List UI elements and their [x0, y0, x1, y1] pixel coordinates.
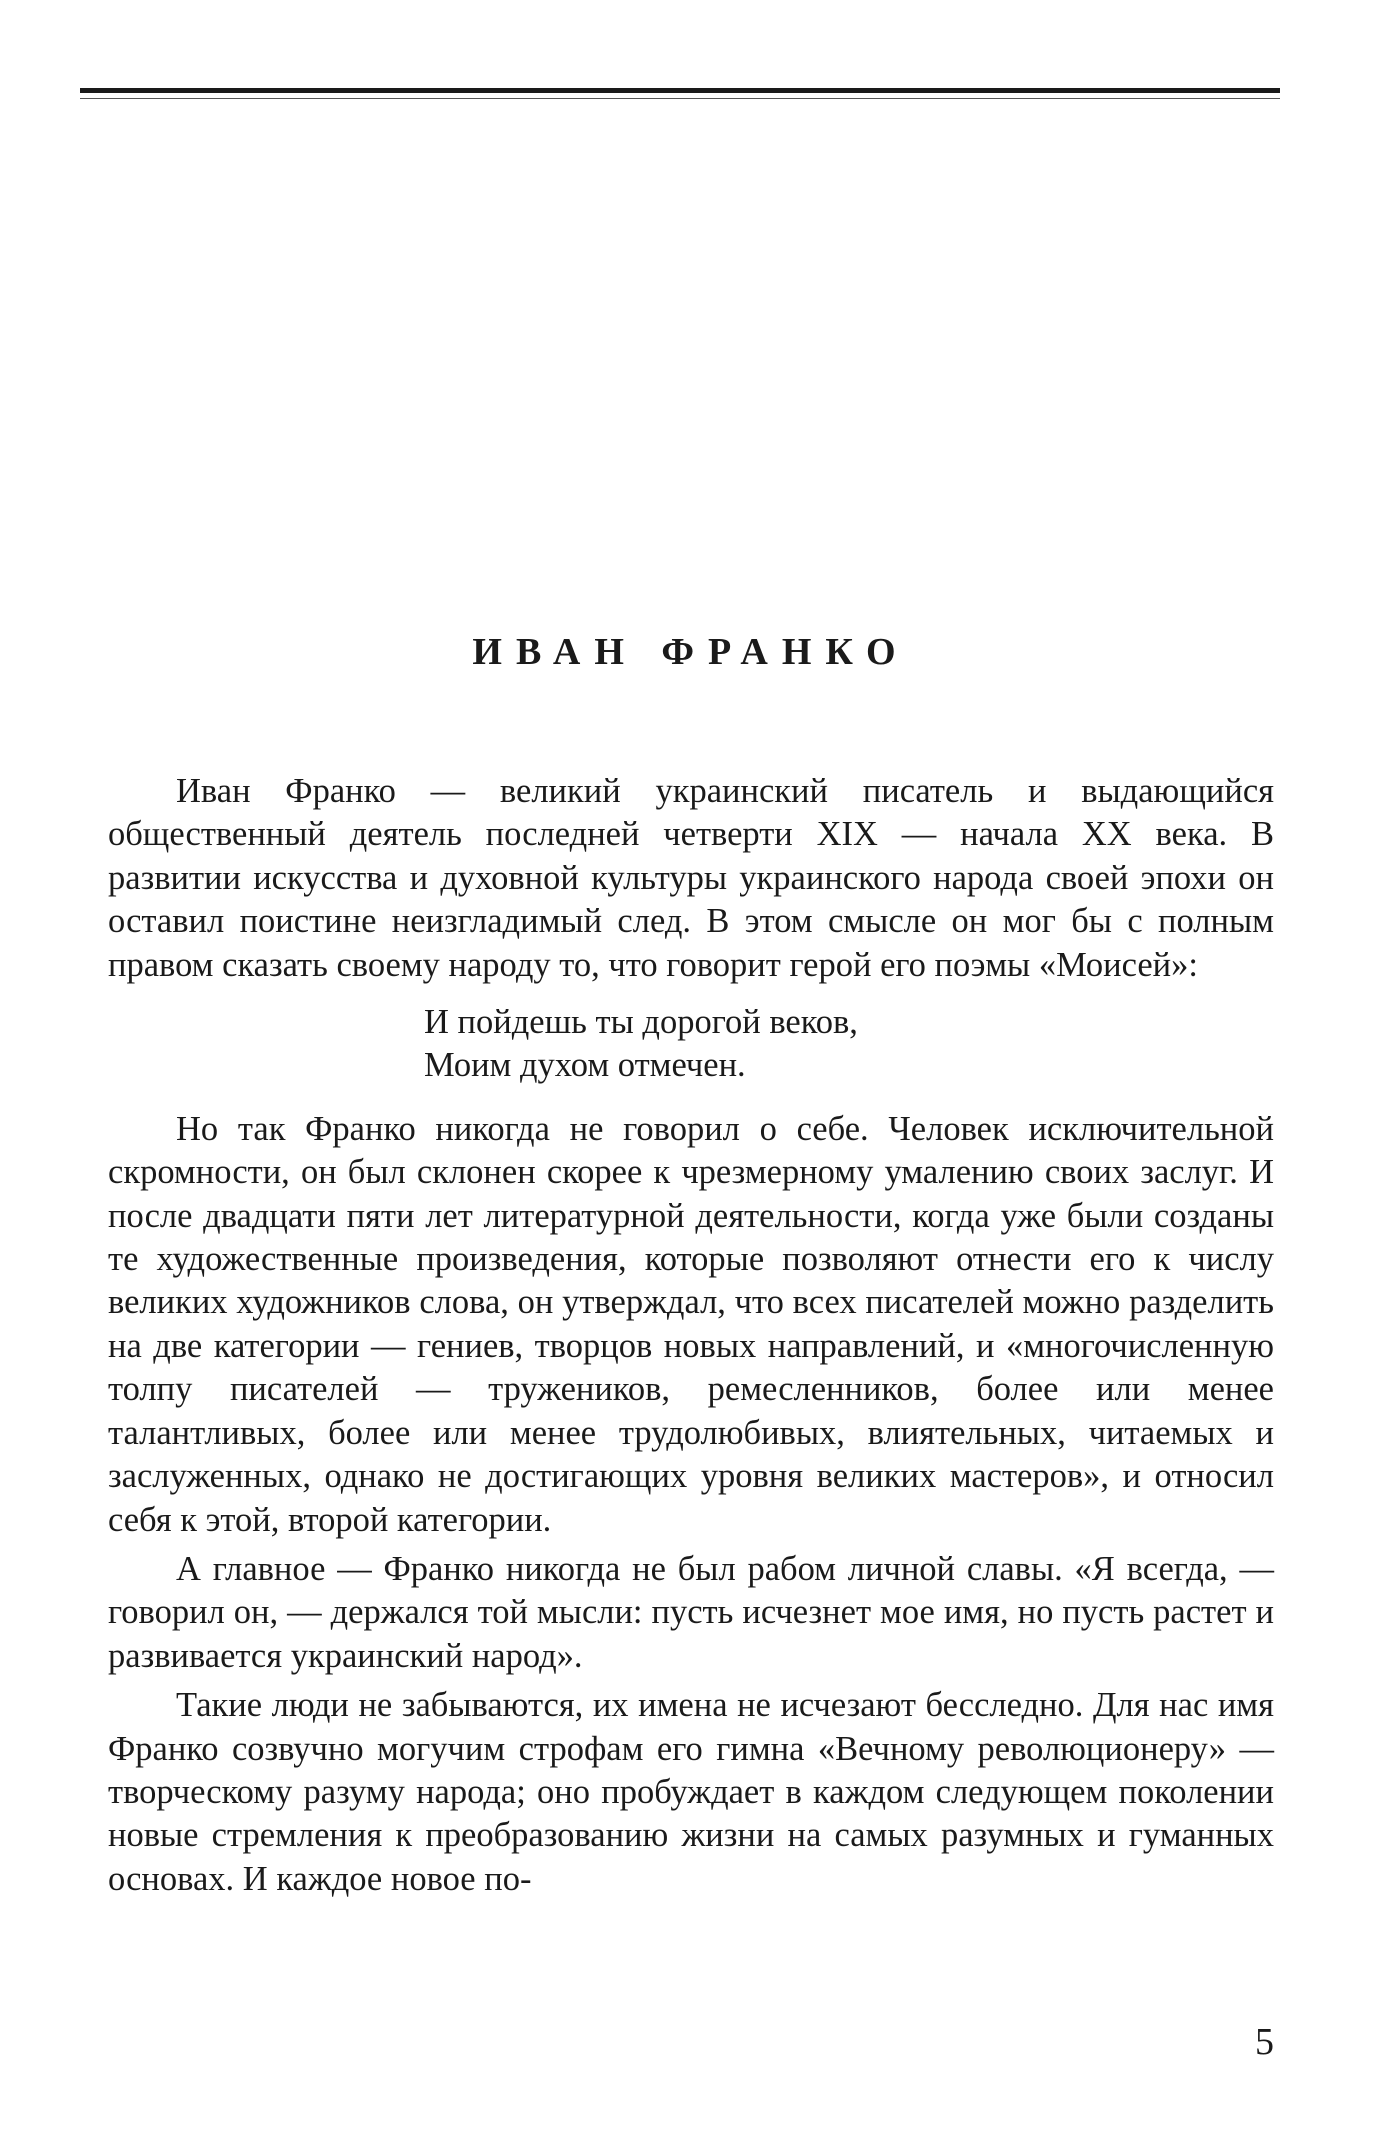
- verse-line-1: И пойдешь ты дорогой веков,: [424, 1003, 858, 1042]
- page-number: 5: [1255, 2021, 1274, 2063]
- verse-line-2: Моим духом отмечен.: [424, 1046, 746, 1085]
- paragraph-2: Но так Франко никогда не говорил о себе. Человек исключительной скромности, он был склонен скорее к чрезмерному умалению своих заслуг. И после двадцати пяти лет литературной деятельности, когда уже были созданы те художественные произведения, которые позволяют отнести его к числу великих художников слова, он утверждал, что всех писателей можно разделить на две категории — гениев, творцов новых направлений, и «многочисленную толпу писателей — тружеников, ремесленников, более или менее талантливых, более или менее трудолюбивых, влиятельных, читаемых и заслуженных, однако не достигающих уровня великих мастеров», и относил себя к этой, второй категории.: [108, 1109, 1274, 1539]
- chapter-title: ИВАН ФРАНКО: [472, 631, 910, 673]
- top-rule: [80, 88, 1280, 93]
- verse-quote: [424, 1001, 1274, 1088]
- paragraph-4: Такие люди не забываются, их имена не исчезают бесследно. Для нас имя Франко созвучно могучим строфам его гимна «Вечному революционеру» — творческому разуму народа; оно пробуждает в каждом следующем поколении новые стремления к преобразованию жизни на самых разумных и гуманных основах. И каждое новое по-: [108, 1686, 1274, 1898]
- paragraph-3: А главное — Франко никогда не был рабом личной славы. «Я всегда, — говорил он, — держался той мысли: пусть исчезнет мое имя, но пусть растет и развивается украинский народ».: [108, 1549, 1274, 1675]
- body-text: [108, 770, 1274, 1901]
- top-rule-thin: [80, 98, 1280, 99]
- paragraph-1: Иван Франко — великий украинский писатель и выдающийся общественный деятель последней четверти XIX — начала XX века. В развитии искусства и духовной культуры украинского народа своей эпохи он оставил поистине неизгладимый след. В этом смысле он мог бы с полным правом сказать своему народу то, что говорит герой его поэмы «Моисей»:: [108, 772, 1274, 984]
